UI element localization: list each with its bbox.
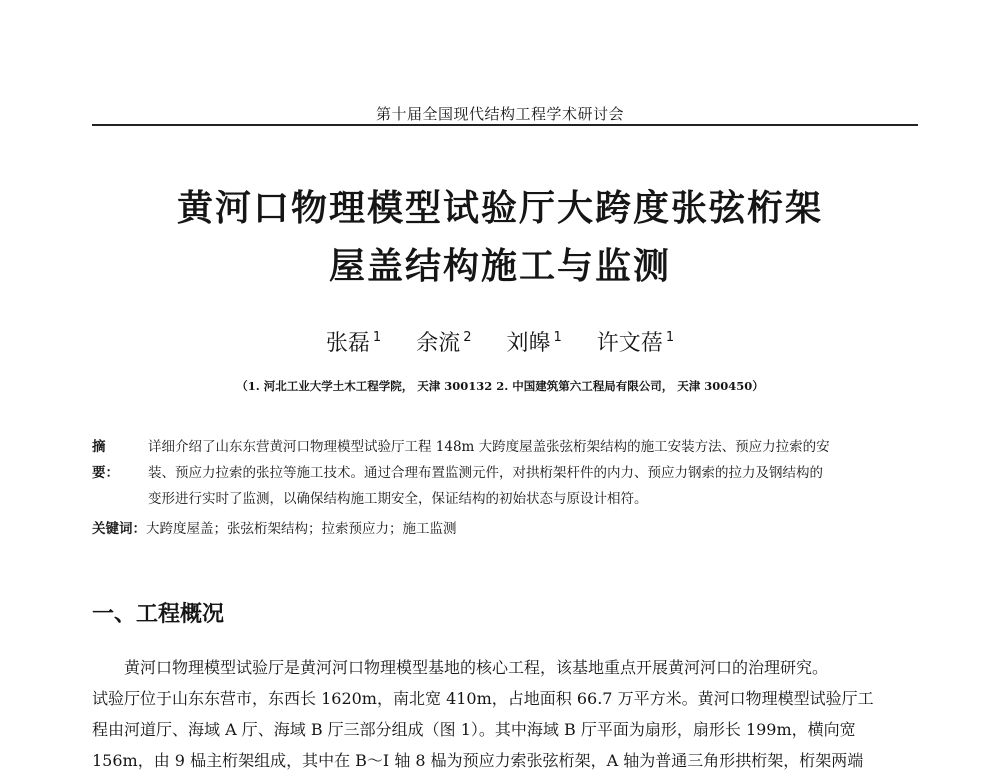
- abstract-body: [148, 434, 918, 512]
- author-list: [0, 326, 1000, 357]
- section-heading: 一、工程概况: [92, 602, 225, 627]
- abstract-line: 详细介绍了山东东营黄河口物理模型试验厅工程 148m 大跨度屋盖张弦桁架结构的施工安装方法、预应力拉索的安: [148, 439, 830, 455]
- abstract-label: 摘 要：: [92, 439, 119, 481]
- affiliation: （1. 河北工业大学土木工程学院， 天津 300132 2. 中国建筑第六工程局有限公司， 天津 300450）: [236, 379, 764, 393]
- body-line: 试验厅位于山东东营市，东西长 1620m，南北宽 410m，占地面积 66.7 万平方米。黄河口物理模型试验厅工: [92, 689, 874, 708]
- author-name: 刘皞: [506, 331, 551, 356]
- author: [597, 331, 674, 356]
- abstract-line: 变形进行实时了监测，以确保结构施工期安全，保证结构的初始状态与原设计相符。: [148, 491, 648, 507]
- keywords-text: 大跨度屋盖；张弦桁架结构；拉索预应力；施工监测: [146, 521, 457, 537]
- section-body: [92, 652, 922, 776]
- author: [507, 331, 562, 356]
- abstract: [92, 434, 918, 512]
- author-name: 张磊: [325, 331, 370, 356]
- paper-title-line-2: 屋盖结构施工与监测: [328, 246, 671, 287]
- author-affiliation-mark: 2: [463, 330, 472, 345]
- keywords-label: 关键词：: [92, 521, 146, 537]
- header-rule: [92, 124, 918, 126]
- author-affiliation-mark: 1: [372, 330, 382, 345]
- abstract-line: 装、预应力拉索的张拉等施工技术。通过合理布置监测元件，对拱桁架杆件的内力、预应力钢索的拉力及钢结构的: [148, 465, 823, 481]
- author-affiliation-mark: 1: [665, 330, 675, 345]
- paper-title-line-1: 黄河口物理模型试验厅大跨度张弦桁架: [176, 188, 823, 229]
- author-name: 余流: [416, 331, 461, 356]
- keywords: [92, 517, 457, 537]
- body-line: 程由河道厅、海域 A 厅、海域 B 厅三部分组成（图 1）。其中海域 B 厅平面为扇形，扇形长 199m，横向宽: [92, 720, 856, 739]
- author-affiliation-mark: 1: [553, 330, 562, 345]
- author: [416, 331, 471, 356]
- author-name: 许文蓓: [596, 331, 663, 356]
- body-line: 黄河口物理模型试验厅是黄河河口物理模型基地的核心工程，该基地重点开展黄河河口的治理研究。: [124, 658, 829, 677]
- author: [326, 331, 381, 356]
- body-line: 156m，由 9 榀主桁架组成，其中在 B～I 轴 8 榀为预应力索张弦桁架，A 轴为普通三角形拱桁架，桁架两端: [92, 751, 864, 770]
- running-header: 第十届全国现代结构工程学术研讨会: [375, 105, 624, 123]
